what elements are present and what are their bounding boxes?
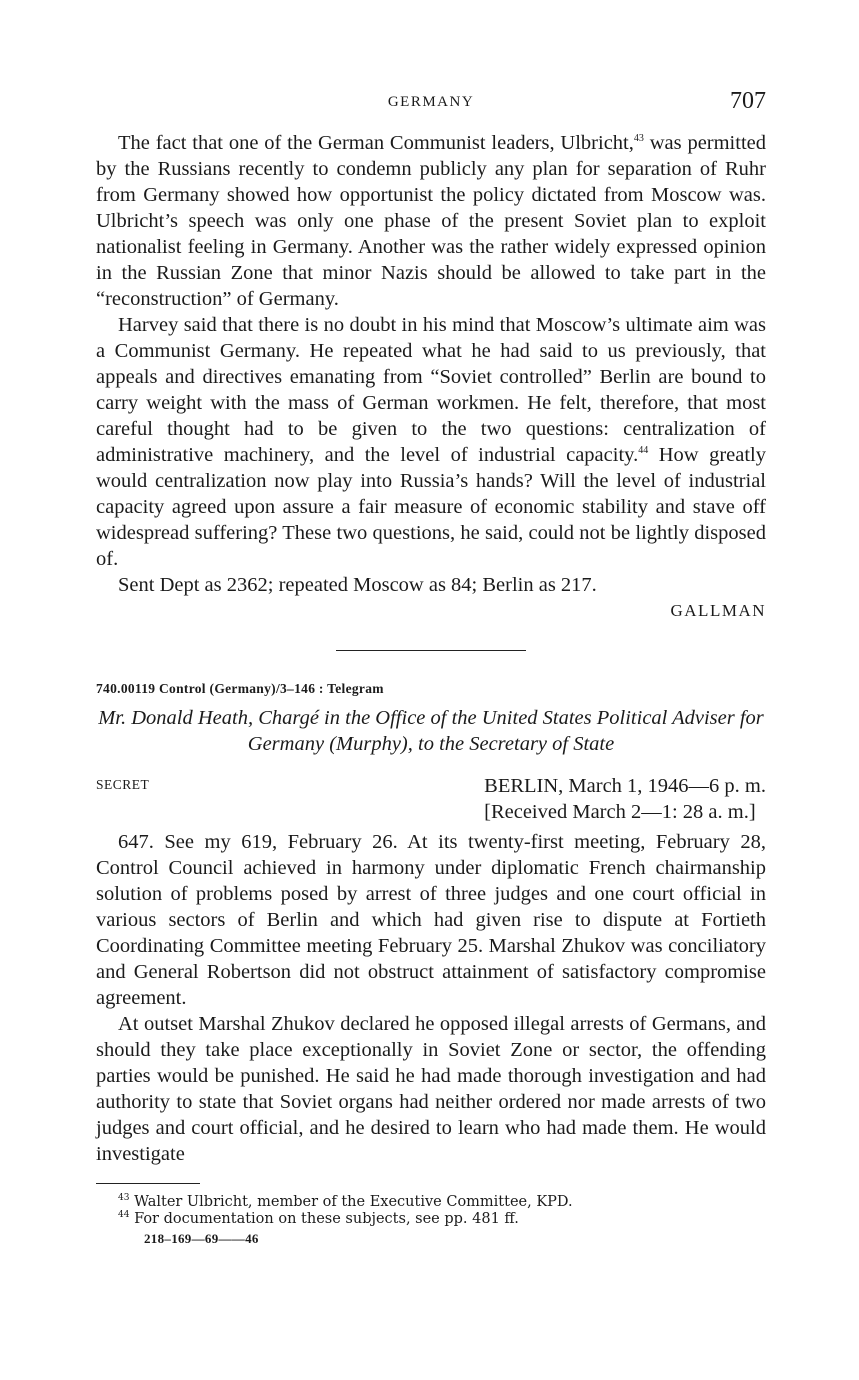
- footnote-ref: 44: [638, 445, 649, 456]
- page-number: 707: [730, 88, 766, 114]
- signature: [96, 598, 766, 624]
- footnote-43: [96, 1194, 766, 1211]
- signature-text: GALLMAN: [670, 601, 766, 620]
- place-date: BERLIN, March 1, 1946—6 p. m.: [484, 775, 766, 797]
- footnote-44: [96, 1211, 766, 1228]
- paragraph-text: At outset Marshal Zhukov declared he opposed illegal arrests of Germans, and should they take place exceptionally in Soviet Zone or sector, the offending parties would be punished. He said he had made thorough investigation and had authority to state that Soviet organs had neither ordered nor made arrests of two judges and court official, and he desired to learn who had made them. He would investigate: [96, 1013, 766, 1165]
- document-title: Mr. Donald Heath, Chargé in the Office of the United States Political Adviser for Germany (Murphy), to the Secretary of State: [98, 707, 764, 755]
- running-title: GERMANY: [387, 94, 475, 110]
- classification-label: SECRET: [96, 777, 150, 792]
- printer-code: 218–169—69——46: [144, 1231, 259, 1246]
- footnote-text: Walter Ulbricht, member of the Executive Committee, KPD.: [134, 1194, 573, 1210]
- footnote-marker: 44: [118, 1210, 130, 1220]
- paragraph-text: was permitted by the Russians recently to condemn publicly any plan for separation of Ruhr from Germany showed how opportunist the policy dictated from Moscow was. Ulbricht’s speech was only one phase of the present Soviet plan to exploit nationalist feeling in Germany. Another was the rather widely expressed opinion in the Russian Zone that minor Nazis should be allowed to take part in the “reconstruction” of Germany.: [96, 132, 766, 310]
- paragraph-p5: [96, 1011, 766, 1167]
- paragraph-p2: [96, 312, 766, 572]
- file-reference: 740.00119 Control (Germany)/3–146 : Telegram: [96, 681, 384, 696]
- paragraph-p3: [96, 572, 766, 598]
- page-header: [96, 88, 766, 130]
- paragraph-text: The fact that one of the German Communist leaders, Ulbricht,: [118, 132, 634, 154]
- dateline: [96, 773, 766, 827]
- document-page: [96, 88, 766, 1247]
- section-divider: [336, 650, 526, 651]
- dateline-right: [484, 773, 766, 825]
- paragraph-text: Sent Dept as 2362; repeated Moscow as 84; Berlin as 217.: [118, 574, 597, 596]
- paragraph-text: 647. See my 619, February 26. At its twenty-first meeting, February 28, Control Council achieved in harmony under diplomatic French chairmanship solution of problems posed by arrest of three judges and one court official in various sectors of Berlin and which had given rise to dispute at Fortieth Coordinating Committee meeting February 25. Marshal Zhukov was conciliatory and General Robertson did not obstruct attainment of satisfactory compromise agreement.: [96, 831, 766, 1009]
- footnote-text: For documentation on these subjects, see pp. 481 ff.: [134, 1211, 519, 1227]
- received-time: [Received March 2—1: 28 a. m.]: [484, 801, 756, 823]
- footnote-divider: [96, 1183, 200, 1184]
- paragraph-p4: [96, 829, 766, 1011]
- footnote-marker: 43: [118, 1193, 130, 1203]
- paragraph-p1: [96, 130, 766, 312]
- paragraph-text: How greatly would centralization now play into Russia’s hands? Will the level of industrial capacity agreed upon assure a fair measure of economic stability and stave off widespread suffering? These two questions, he said, could not be lightly disposed of.: [96, 444, 766, 570]
- paragraph-text: Harvey said that there is no doubt in his mind that Moscow’s ultimate aim was a Communist Germany. He repeated what he had said to us previously, that appeals and directives emanating from “Soviet controlled” Berlin are bound to carry weight with the mass of German workmen. He felt, therefore, that most careful thought had to be given to the two questions: centralization of administrative machinery, and the level of industrial capacity.: [96, 314, 766, 466]
- footnote-ref: 43: [633, 133, 644, 144]
